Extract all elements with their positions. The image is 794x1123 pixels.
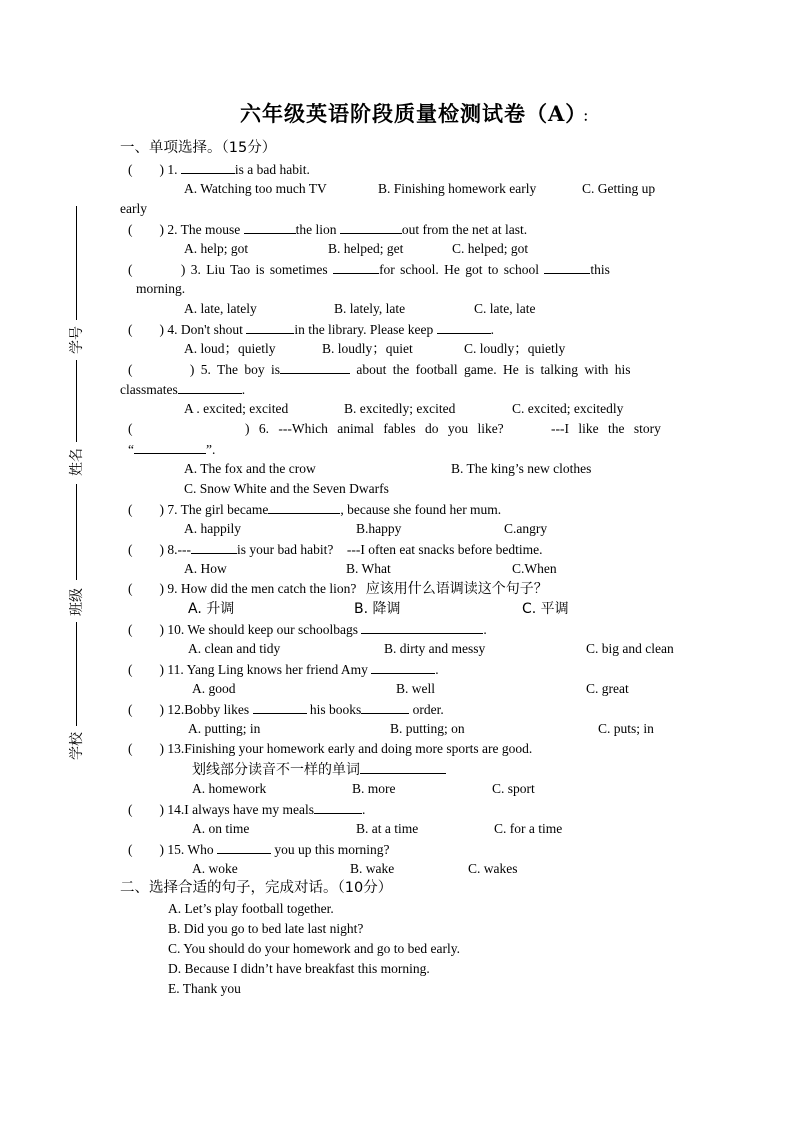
options-9 (188, 601, 569, 617)
option-b: B.happy (356, 521, 402, 536)
option-a: A. clean and tidy (188, 641, 281, 656)
answer-blank[interactable] (268, 501, 340, 514)
margin-label-class: 班级 (69, 588, 85, 616)
answer-blank[interactable] (134, 441, 206, 454)
option-b: B. at a time (356, 821, 419, 836)
options-11 (192, 681, 629, 697)
question-6: ( ) 6. ---Which animal fables do you like? (128, 421, 504, 436)
option-a: A. Watching too much TV (184, 181, 327, 196)
question-5-wrap: classmates . (120, 382, 246, 397)
question-13-instruction: 划线部分读音不一样的单词 (192, 761, 446, 778)
options-12 (188, 721, 654, 737)
option-c: C. puts; in (598, 721, 654, 736)
option-b: B. 降调 (354, 601, 401, 617)
option-b: B. The king’s new clothes (451, 461, 592, 476)
options-1 (184, 181, 656, 197)
option-c: C.angry (504, 521, 548, 536)
answer-blank[interactable] (544, 261, 590, 274)
option-c: C. late, late (474, 301, 536, 316)
answer-blank[interactable] (178, 381, 242, 394)
question-4: ( ) 4. Don't shout in the library. Please keep . (128, 322, 495, 337)
option-c: C. excited; excitedly (512, 401, 624, 416)
options-5 (184, 401, 624, 417)
options-4 (184, 341, 566, 357)
option-c: C. sport (492, 781, 535, 796)
page-title (240, 101, 597, 126)
section-heading-2: 二、选择合适的句子，完成对话。（10分） (120, 880, 393, 896)
option-b: B. wake (350, 861, 395, 876)
option-c: C. loudly；quietly (464, 341, 566, 356)
dialogue-option-e: E. Thank you (168, 981, 241, 996)
title-mark: ： (582, 110, 597, 125)
option-a: A. help; got (184, 241, 249, 256)
options-7 (184, 521, 548, 537)
options-10 (188, 641, 674, 657)
answer-blank[interactable] (371, 661, 435, 674)
answer-blank[interactable] (217, 841, 271, 854)
option-c: C. Getting up (582, 181, 656, 196)
question-13: ( ) 13.Finishing your homework early and doing more sports are good. (128, 741, 533, 756)
option-b: B. putting; on (390, 721, 465, 736)
option-a: A. on time (192, 821, 250, 836)
question-9: ( ) 9. How did the men catch the lion? 应该用什么语调读这个句子？ (128, 581, 548, 597)
option-b: B. dirty and messy (384, 641, 486, 656)
question-6-answer: ---I like the story (551, 421, 661, 436)
option-b: B. What (346, 561, 391, 576)
option-b: B. Finishing homework early (378, 181, 537, 196)
question-11: ( ) 11. Yang Ling knows her friend Amy . (128, 662, 439, 677)
question-2: ( ) 2. The mouse the lion out from the net at last. (128, 222, 528, 237)
option-b: B. well (396, 681, 435, 696)
answer-blank[interactable] (340, 221, 402, 234)
margin-label-name: 姓名 (69, 448, 85, 476)
answer-blank[interactable] (181, 161, 235, 174)
question-1: ( ) 1. is a bad habit. (128, 162, 310, 177)
option-a: A. homework (192, 781, 267, 796)
answer-blank[interactable] (191, 541, 237, 554)
answer-blank[interactable] (361, 621, 483, 634)
option-a: A. woke (192, 861, 238, 876)
option-c: C. big and clean (586, 641, 674, 656)
answer-blank[interactable] (437, 321, 491, 334)
option-c: C. 平调 (522, 601, 569, 617)
answer-blank[interactable] (244, 221, 296, 234)
question-3: ( ) 3. Liu Tao is sometimes for school. He got to school this (128, 262, 610, 277)
option-a: A. loud；quietly (184, 341, 276, 356)
question-8: ( ) 8.--- is your bad habit? ---I often eat snacks before bedtime. (128, 542, 543, 557)
option-a: A. How (184, 561, 227, 576)
option-a: A. late, lately (184, 301, 257, 316)
question-14: ( ) 14.I always have my meals . (128, 802, 366, 817)
answer-blank[interactable] (333, 261, 379, 274)
option-c: C. great (586, 681, 629, 696)
options-3 (184, 301, 536, 317)
margin-line (76, 484, 77, 580)
dialogue-option-c: C. You should do your homework and go to bed early. (168, 941, 460, 956)
option-c: C. helped; got (452, 241, 529, 256)
option-a: A. happily (184, 521, 241, 536)
question-7: ( ) 7. The girl became , because she found her mum. (128, 502, 502, 517)
question-12: ( ) 12.Bobby likes his books order. (128, 702, 444, 717)
title-text: 六年级英语阶段质量检测试卷（A） (240, 101, 577, 126)
option-c: C. Snow White and the Seven Dwarfs (184, 481, 389, 496)
question-15: ( ) 15. Who you up this morning? (128, 842, 390, 857)
option-c: C. wakes (468, 861, 518, 876)
question-1-wrap: early (120, 201, 147, 216)
options-2 (184, 241, 529, 257)
margin-line (76, 622, 77, 726)
answer-blank[interactable] (246, 321, 294, 334)
answer-blank[interactable] (253, 701, 307, 714)
margin-label-student-id: 学号 (69, 326, 85, 354)
option-b: B. more (352, 781, 396, 796)
question-6-wrap: “ ”. (128, 442, 216, 457)
option-b: B. excitedly; excited (344, 401, 456, 416)
options-8 (184, 561, 557, 577)
margin-line (76, 360, 77, 442)
margin-line (76, 206, 77, 320)
option-a: A. putting; in (188, 721, 261, 736)
question-10: ( ) 10. We should keep our schoolbags . (128, 622, 487, 637)
option-c: C.When (512, 561, 557, 576)
options-14 (192, 821, 563, 837)
options-15 (192, 861, 518, 877)
option-a: A. 升调 (188, 601, 235, 617)
margin-label-school: 学校 (69, 732, 85, 760)
option-b: B. loudly；quiet (322, 341, 413, 356)
option-a: A . excited; excited (184, 401, 289, 416)
answer-blank[interactable] (314, 801, 362, 814)
option-a: A. The fox and the crow (184, 461, 316, 476)
option-b: B. lately, late (334, 301, 406, 316)
answer-blank[interactable] (280, 361, 350, 374)
question-5: ( ) 5. The boy is about the football game. He is talking with his (128, 362, 631, 377)
dialogue-option-a: A. Let’s play football together. (168, 901, 334, 916)
question-3-wrap: morning. (136, 281, 186, 296)
answer-blank[interactable] (361, 701, 409, 714)
answer-blank[interactable] (360, 761, 446, 774)
dialogue-option-d: D. Because I didn’t have breakfast this morning. (168, 961, 430, 976)
options-13 (192, 781, 535, 797)
options-6 (184, 461, 592, 477)
option-a: A. good (192, 681, 236, 696)
option-b: B. helped; get (328, 241, 404, 256)
section-heading-1: 一、单项选择。（15分） (120, 140, 277, 156)
dialogue-option-b: B. Did you go to bed late last night? (168, 921, 364, 936)
option-c: C. for a time (494, 821, 563, 836)
